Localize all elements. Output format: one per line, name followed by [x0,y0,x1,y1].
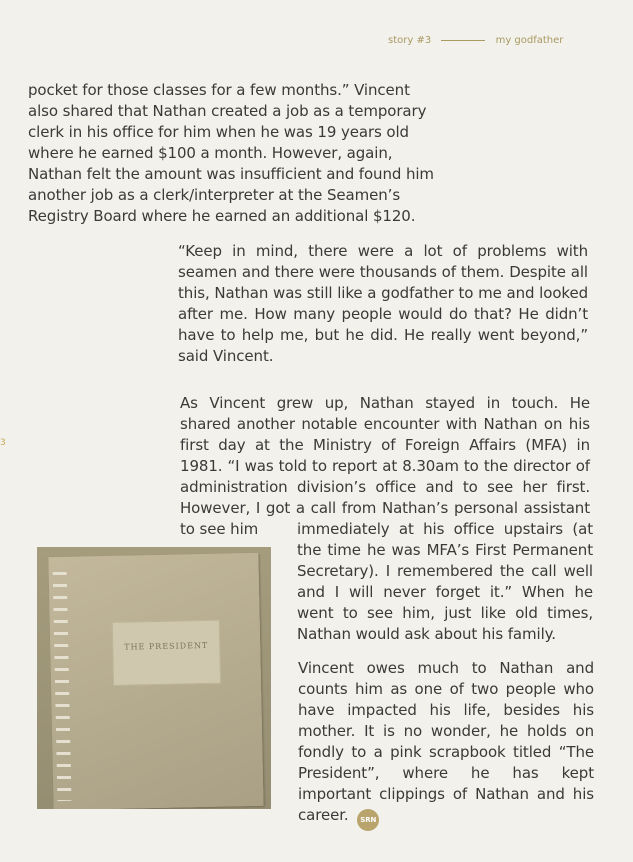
scrapbook-photo [37,547,271,809]
paragraph-3-part-1: As Vincent grew up, Nathan stayed in touch. He shared another notable encounter with Nathan on his first day at the Ministry of Foreign Affairs (MFA) in 1981. “I was told to report at 8.30am to the director of administration division’s office and to see her first. However, I got a call from Nathan’s personal assistant to see him [180,394,590,538]
margin-marker: 3 [0,438,6,448]
cover-label [112,620,221,686]
paragraph-2-quote: “Keep in mind, there were a lot of problems with seamen and there were thousands of them. Despite all this, Nathan was still like a godfather to me and looked after me. How many people would do that? He didn’t have to help me, but he did. He really went beyond,” said Vincent. [178,242,588,365]
running-header [388,35,563,46]
paragraph-3-part-2: immediately at his office upstairs (at the time he was MFA’s First Permanent Secretary). I remembered the call well and I will never forget it.” When he went to see him, just like old times, Nathan would ask about his family. [297,520,593,643]
story-title: my godfather [495,35,564,46]
paragraph-4 [298,658,594,831]
header-rule [441,40,485,41]
paragraph-1: pocket for those classes for a few months.” Vincent also shared that Nathan created a job as a temporary clerk in his office for him when he was 19 years old where he earned $100 a month. However, again, Nathan felt the amount was insufficient and found him another job as a clerk/interpreter at the Seamen’s Registry Board where he earned an additional $120. [28,81,434,225]
end-mark-badge: SRN [357,809,379,831]
spiral-binding [53,565,72,801]
story-number: story #3 [388,35,432,46]
paragraph-4-text: Vincent owes much to Nathan and counts him as one of two people who have impacted his life, besides his mother. It is no wonder, he holds on fondly to a pink scrapbook titled “The President”, where he has kept important clippings of Nathan and his career. [298,659,594,824]
scrapbook-cover [48,553,263,809]
cover-label-text: THE PRESIDENT [124,640,209,652]
